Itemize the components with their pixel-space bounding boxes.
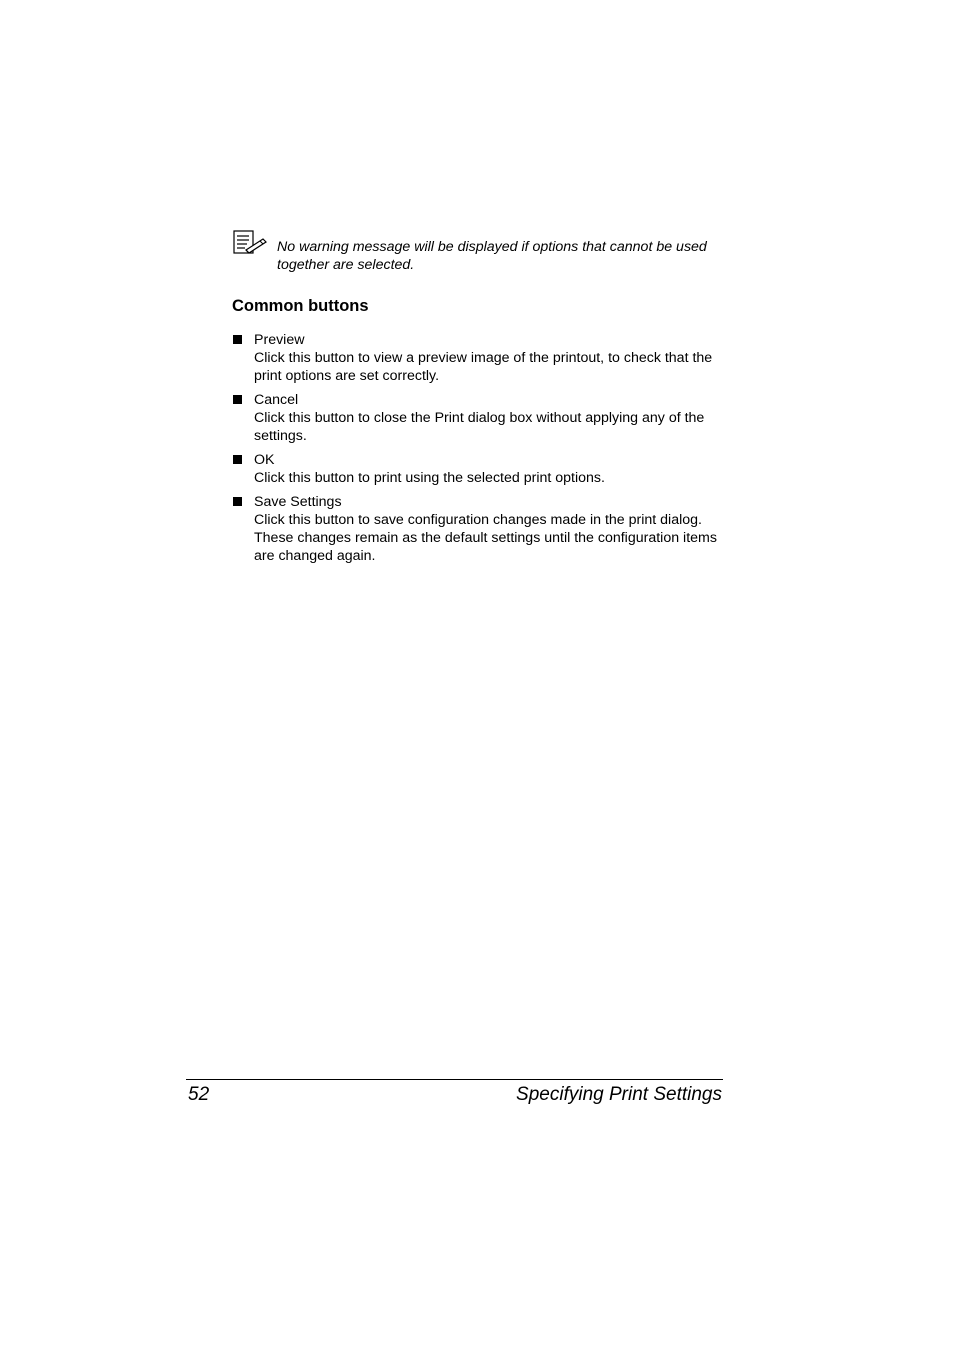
list-item-ok <box>232 451 732 487</box>
bullet-square-icon <box>233 335 242 344</box>
item-title: OK <box>254 452 275 468</box>
footer-divider <box>186 1079 723 1080</box>
bullet-square-icon <box>233 395 242 404</box>
item-description: Click this button to save configuration changes made in the print dialog. These changes remain as the default settings until the configuration items are changed again. <box>254 512 717 564</box>
item-description: Click this button to view a preview image of the printout, to check that the print options are set correctly. <box>254 350 713 384</box>
page-number: 52 <box>188 1084 210 1105</box>
item-description: Click this button to close the Print dialog box without applying any of the settings. <box>254 410 705 444</box>
note-pencil-icon <box>232 230 268 256</box>
item-title: Preview <box>254 332 305 348</box>
list-item-preview <box>232 331 732 385</box>
footer-chapter-title: Specifying Print Settings <box>516 1084 722 1105</box>
item-title: Cancel <box>254 392 299 408</box>
bullet-square-icon <box>233 455 242 464</box>
item-description: Click this button to print using the selected print options. <box>254 470 605 486</box>
list-item-cancel <box>232 391 732 445</box>
item-title: Save Settings <box>254 494 342 510</box>
button-list <box>232 331 732 571</box>
note-text: No warning message will be displayed if options that cannot be used together are selected. <box>277 239 707 273</box>
section-heading: Common buttons <box>232 297 369 315</box>
list-item-save-settings <box>232 493 732 565</box>
bullet-square-icon <box>233 497 242 506</box>
